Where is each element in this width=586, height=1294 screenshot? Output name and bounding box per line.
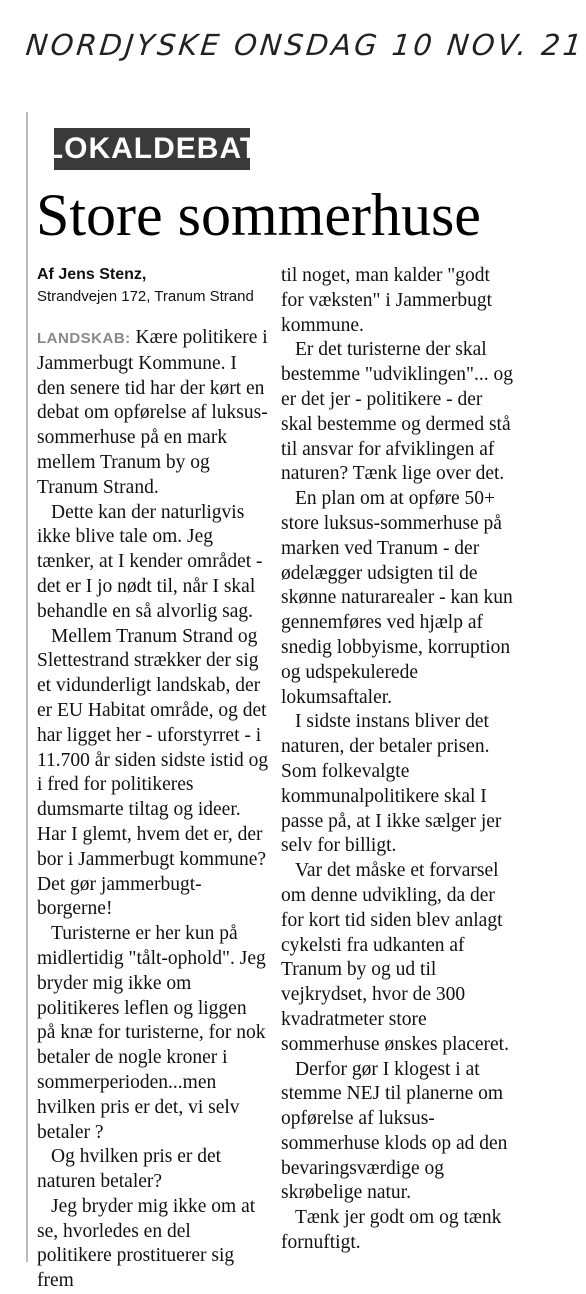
body-paragraph: Mellem Tranum Strand og Slettestrand strækker der sig et vidunderligt landskab, der er EU Habitat område, og det har ligget her - uforstyrret - i 11.700 år siden sidste istid og i fred for politikeres dumsmarte tiltag og ideer. Har I glemt, hvem det er, der bor i Jammerbugt kommune? Det gør jammerbugt-borgerne! xyxy=(37,625,269,920)
body-paragraph: LANDSKAB: Kære politikere i Jammerbugt Kommune. I den senere tid har der kørt en debat om opførelse af luksus-sommerhuse på en mark mellem Tranum by og Tranum Strand. xyxy=(37,327,268,498)
body-paragraph: Turisterne er her kun på midlertidig "tålt-ophold". Jeg bryder mig ikke om politikeres leflen og liggen på knæ for turisterne, for nok betaler de nogle kroner i sommerperioden...men hvilken pris er det, vi selv betaler ? xyxy=(37,923,266,1143)
section-label: LOKALDEBAT xyxy=(54,128,250,170)
article-column-right xyxy=(281,264,513,1256)
body-paragraph: En plan om at opføre 50+ store luksus-sommerhuse på marken ved Tranum - der ødelægger udsigten til de skønne naturarealer - kan kun gennemføres ved hjælp af snedig lobbyisme, korruption og udspekulerede lokumsaftaler. xyxy=(281,488,513,708)
body-paragraph: til noget, man kalder "godt for væksten" i Jammerbugt kommune. xyxy=(281,265,493,336)
body-paragraph: Jeg bryder mig ikke om at se, hvorledes en del politikere prostituerer sig frem xyxy=(37,1195,256,1292)
body-paragraph: Derfor gør I klogest i at stemme NEJ til planerne om opførelse af luksus-sommerhuse klods op ad den bevaringsværdige og skrøbelige natur. xyxy=(281,1058,508,1204)
kicker: LANDSKAB: xyxy=(37,330,131,347)
article-headline: Store sommerhuse xyxy=(36,182,481,248)
article-column-left xyxy=(37,264,269,1294)
clipping-edge xyxy=(26,112,28,1262)
body-paragraph: Tænk jer godt om og tænk fornuftigt. xyxy=(281,1207,502,1254)
body-paragraph: Dette kan der naturligvis ikke blive tale om. Jeg tænker, at I kender området - det er I jo nødt til, når I skal behandle en så alvorlig sag. xyxy=(37,501,263,622)
body-paragraph: Og hvilken pris er det naturen betaler? xyxy=(37,1146,222,1193)
byline-address: Strandvejen 172, Tranum Strand xyxy=(37,288,254,305)
body-paragraph: I sidste instans bliver det naturen, der betaler prisen. Som folkevalgte kommunalpolitikere skal I passe på, at I ikke sælger jer selv for billigt. xyxy=(281,711,502,857)
handwritten-clipping-note: NORDJYSKE ONSDAG 10 NOV. 21 xyxy=(24,28,586,62)
body-paragraph: Var det måske et forvarsel om denne udvikling, da der for kort tid siden blev anlagt cykelsti fra udkanten af Tranum by og ud til vejkrydset, hvor de 300 kvadratmeter store sommerhuse ønskes placeret. xyxy=(281,860,509,1055)
body-paragraph: Er det turisterne der skal bestemme "udviklingen"... og er det jer - politikere - der skal bestemme og dermed stå til ansvar for afviklingen af naturen? Tænk lige over det. xyxy=(281,339,514,485)
byline-author: Af Jens Stenz, xyxy=(37,266,147,283)
